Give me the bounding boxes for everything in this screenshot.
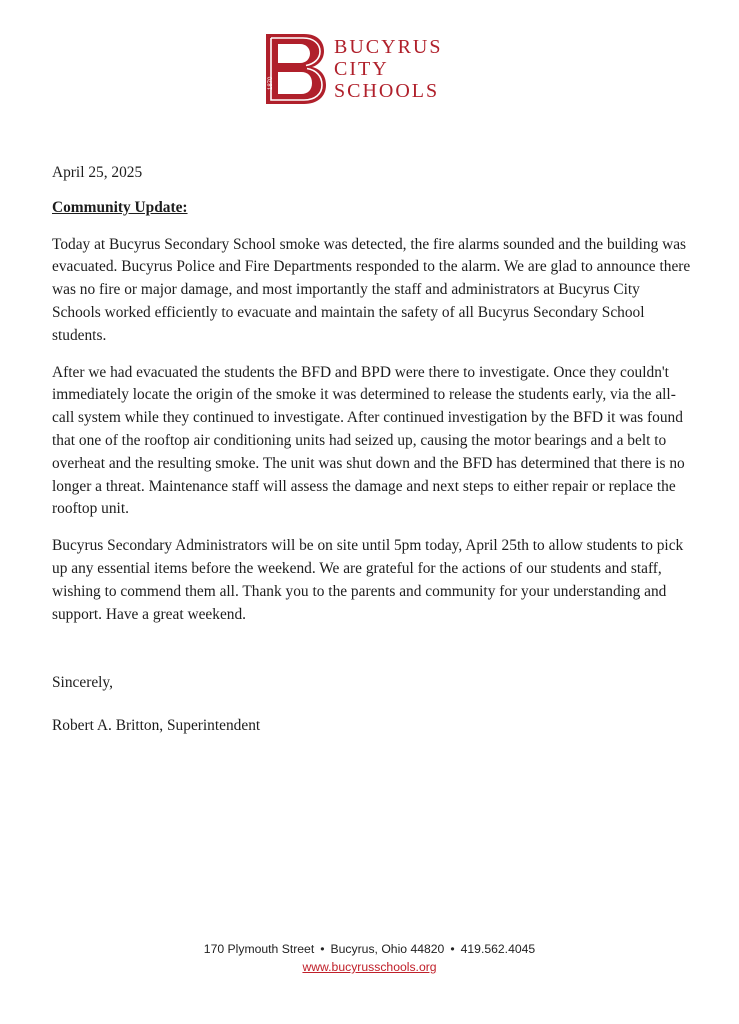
letter-body bbox=[52, 162, 692, 738]
logo-line-3: SCHOOLS bbox=[334, 80, 440, 102]
paragraph-1: Today at Bucyrus Secondary School smoke was detected, the fire alarms sounded and the building was evacuated. Bucyrus Police and Fire Departments responded to the alarm. We are glad to announce there was no fire or major damage, and most importantly the staff and administrators at Bucyrus City Schools worked efficiently to evacuate and maintain the safety of all Bucyrus Secondary School students. bbox=[52, 235, 691, 344]
footer-phone: 419.562.4045 bbox=[460, 942, 536, 956]
footer-separator: • bbox=[320, 942, 325, 956]
district-name bbox=[334, 36, 442, 102]
letter-footer bbox=[0, 940, 739, 976]
logo-line-2: CITY bbox=[334, 58, 389, 80]
footer-contact bbox=[0, 940, 739, 958]
footer-address: 170 Plymouth Street bbox=[203, 942, 315, 956]
website-link[interactable]: www.bucyrusschools.org bbox=[302, 960, 437, 974]
letter-date: April 25, 2025 bbox=[52, 164, 143, 181]
footer-city: Bucyrus, Ohio 44820 bbox=[330, 942, 445, 956]
footer-separator: • bbox=[450, 942, 455, 956]
district-logo bbox=[264, 32, 474, 108]
signature-line: Robert A. Britton, Superintendent bbox=[52, 717, 261, 735]
closing-block bbox=[52, 672, 692, 738]
letter-heading: Community Update: bbox=[52, 198, 188, 216]
paragraph-2: After we had evacuated the students the BFD and BPD were there to investigate. Once they couldn't immediately locate the origin of the smoke it was determined to release the students early, via the all-call system while they continued to investigate. After continued investigation by the BFD it was found that one of the rooftop air conditioning units had seized up, causing the motor bearings and a belt to overheat and the resulting smoke. The unit was shut down and the BFD has determined that there is no longer a threat. Maintenance staff will assess the damage and next steps to either repair or replace the rooftop unit. bbox=[52, 363, 685, 518]
b-monogram-logo bbox=[264, 32, 328, 106]
logo-year: 1870 bbox=[268, 76, 274, 90]
logo-line-1: BUCYRUS bbox=[334, 36, 443, 58]
paragraph-3: Bucyrus Secondary Administrators will be on site until 5pm today, April 25th to allow students to pick up any essential items before the weekend. We are grateful for the actions of our students and staff, wishing to commend them all. Thank you to the parents and community for your understanding and support. Have a great weekend. bbox=[52, 537, 684, 623]
closing-salutation: Sincerely, bbox=[52, 674, 113, 692]
